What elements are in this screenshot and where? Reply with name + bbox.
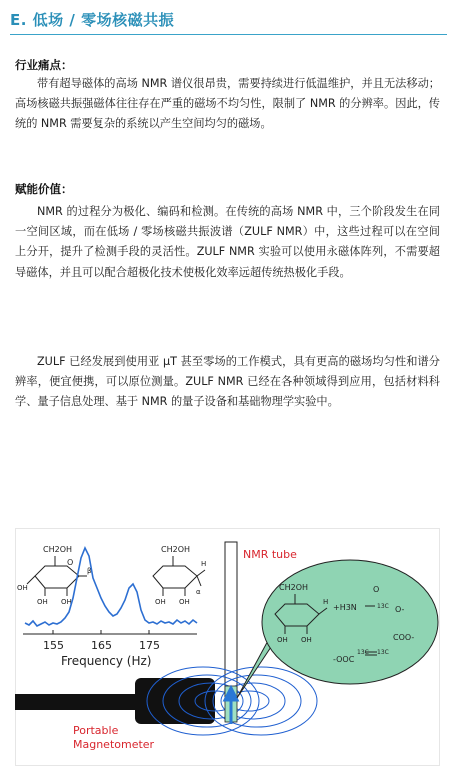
section-title: E. 低场 / 零场核磁共振 [10,11,175,29]
figure-svg [15,528,440,766]
bubble-13c-2: 13C [357,649,369,656]
frequency-axis-label: Frequency (Hz) [61,654,152,668]
section-header [10,6,447,36]
mol1-oh-left: OH [17,584,28,592]
value-paragraph-1: NMR 的过程分为极化、编码和检测。在传统的高场 NMR 中，三个阶段发生在同一空间区域，而在低场 / 零场核磁共振波谱（ZULF NMR）中，这些过程可以在空间上分开，提升了检测手段的灵活性。ZULF NMR 实验可以使用永磁体阵列，不需要超导磁体，并且可以配合超极化技术使极化效率远超传统热极化手段。 [15,205,440,279]
bubble-coo: COO- [393,633,415,642]
magnetometer-label-1: Portable [73,724,119,737]
mol1-oh-bottom: OH [37,598,48,606]
mol2-oh: OH [155,598,166,606]
bubble-o-top: O [373,585,380,594]
mol1-o: O [67,558,74,567]
mol1-oh-bottom2: OH [61,598,72,606]
mol1-ch2oh: CH2OH [43,545,73,554]
value-paragraph-2: ZULF 已经发展到使用亚 μT 甚至零场的工作模式，具有更高的磁场均匀性和谱分辨率，便宜便携，可以原位测量。ZULF NMR 已经在各种领域得到应用，包括材料科学、量子信息处理、基于 NMR 的量子设备和基础物理学实验中。 [15,355,440,409]
molecule-callout-bubble [262,560,438,684]
bubble-h: H [323,598,329,606]
mol2-ch2oh: CH2OH [161,545,191,554]
mol1-beta: β [87,567,92,575]
bubble-13c-1: 13C [377,603,389,610]
magnetometer-label-2: Magnetometer [73,738,155,751]
bubble-oh: OH [277,636,288,644]
bubble-13c-3: 13C [377,649,389,656]
bubble-ooc: -OOC [333,655,355,664]
tick-label-175: 175 [139,639,160,652]
tick-label-155: 155 [43,639,64,652]
tick-label-165: 165 [91,639,112,652]
mol2-h: H [201,560,207,568]
pain-points-paragraph: 带有超导磁体的高场 NMR 谱仪很昂贵，需要持续进行低温维护，并且无法移动；高场核磁共振强磁体往往存在严重的磁场不均匀性，限制了 NMR 的分辨率。因此，传统的 NMR 需要复杂的系统以产生空间均匀的磁场。 [15,77,440,131]
title-underline [10,34,447,35]
bubble-nh3: +H3N [333,603,357,612]
magnetometer-arm [15,694,155,710]
bubble-ch2oh: CH2OH [279,583,309,592]
nmr-tube-label: NMR tube [243,548,297,561]
value-heading: 赋能价值： [15,182,73,196]
zulf-nmr-figure [15,528,440,766]
bubble-o-minus: O- [395,605,405,614]
bubble-oh2: OH [301,636,312,644]
pain-points-heading: 行业痛点： [15,58,73,72]
mol2-alpha: α [196,588,201,596]
mol2-oh2: OH [179,598,190,606]
